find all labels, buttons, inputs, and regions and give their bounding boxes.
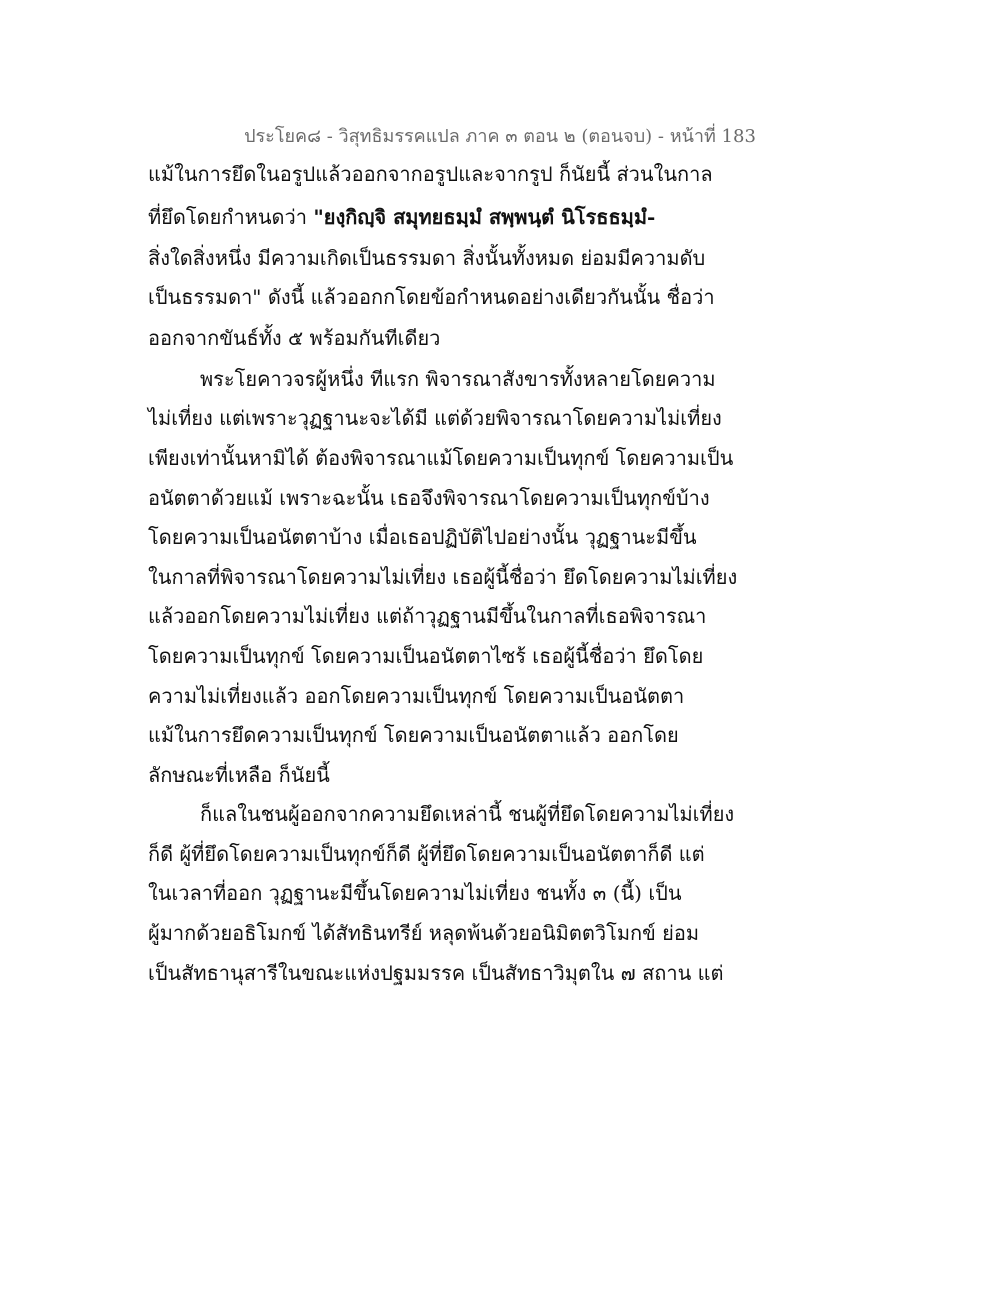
text-line: เป็นสัทธานุสารีในขณะแห่งปฐมมรรค เป็นสัทธาวิมุตใน ๗ สถาน แต่ — [148, 961, 724, 985]
text-line: แม้ในการยึดความเป็นทุกข์ โดยความเป็นอนัตตาแล้ว ออกโดย — [148, 723, 679, 747]
text-line: อนัตตาด้วยแม้ เพราะฉะนั้น เธอจึงพิจารณาโดยความเป็นทุกข์บ้าง — [148, 486, 710, 510]
text-line: ในกาลที่พิจารณาโดยความไม่เที่ยง เธอผู้นี้ชื่อว่า ยึดโดยความไม่เที่ยง — [148, 565, 738, 589]
text-line: ในเวลาที่ออก วุฏฐานะมีขึ้นโดยความไม่เที่ยง ชนทั้ง ๓ (นี้) เป็น — [148, 881, 682, 905]
text-line: ความไม่เที่ยงแล้ว ออกโดยความเป็นทุกข์ โดยความเป็นอนัตตา — [148, 684, 685, 708]
text-line — [148, 204, 655, 230]
text-line: ไม่เที่ยง แต่เพราะวุฏฐานะจะได้มี แต่ด้วยพิจารณาโดยความไม่เที่ยง — [148, 406, 722, 430]
text-line: ผู้มากด้วยอธิโมกข์ ได้สัทธินทรีย์ หลุดพ้นด้วยอนิมิตตวิโมกข์ ย่อม — [148, 921, 700, 945]
text-line: แม้ในการยึดในอรูปแล้วออกจากอรูปและจากรูป ก็นัยนี้ ส่วนในกาล — [148, 162, 713, 186]
text-line-plain: ที่ยึดโดยกำหนดว่า — [148, 205, 314, 229]
text-line: สิ่งใดสิ่งหนึ่ง มีความเกิดเป็นธรรมดา สิ่งนั้นทั้งหมด ย่อมมีความดับ — [148, 246, 706, 270]
paragraph-first-line: พระโยคาวจรผู้หนึ่ง ทีแรก พิจารณาสังขารทั้งหลายโดยความ — [200, 367, 716, 391]
text-line: เพียงเท่านั้นหามิได้ ต้องพิจารณาแม้โดยความเป็นทุกข์ โดยความเป็น — [148, 446, 734, 470]
text-line: โดยความเป็นทุกข์ โดยความเป็นอนัตตาไซร้ เธอผู้นี้ชื่อว่า ยึดโดย — [148, 644, 704, 668]
paragraph-first-line: ก็แลในชนผู้ออกจากความยึดเหล่านี้ ชนผู้ที่ยึดโดยความไม่เที่ยง — [200, 802, 735, 826]
page-header: ประโยค๘ - วิสุทธิมรรคแปล ภาค ๓ ตอน ๒ (ตอนจบ) - หน้าที่ 183 — [244, 126, 756, 147]
text-line: ออกจากขันธ์ทั้ง ๕ พร้อมกันทีเดียว — [148, 326, 441, 350]
pali-quote: "ยงฺกิญฺจิ สมุทยธมฺมํ สพฺพนฺตํ นิโรธธมฺมํ- — [313, 205, 656, 229]
text-line: ลักษณะที่เหลือ ก็นัยนี้ — [148, 763, 330, 787]
text-line: แล้วออกโดยความไม่เที่ยง แต่ถ้าวุฏฐานมีขึ้นในกาลที่เธอพิจารณา — [148, 604, 707, 628]
text-line: โดยความเป็นอนัตตาบ้าง เมื่อเธอปฏิบัติไปอย่างนั้น วุฏฐานะมีขึ้น — [148, 525, 697, 549]
text-line: เป็นธรรมดา" ดังนี้ แล้วออกกโดยข้อกำหนดอย่างเดียวกันนั้น ชื่อว่า — [148, 285, 715, 309]
text-line: ก็ดี ผู้ที่ยึดโดยความเป็นทุกข์ก็ดี ผู้ที่ยึดโดยความเป็นอนัตตาก็ดี แต่ — [148, 842, 705, 866]
